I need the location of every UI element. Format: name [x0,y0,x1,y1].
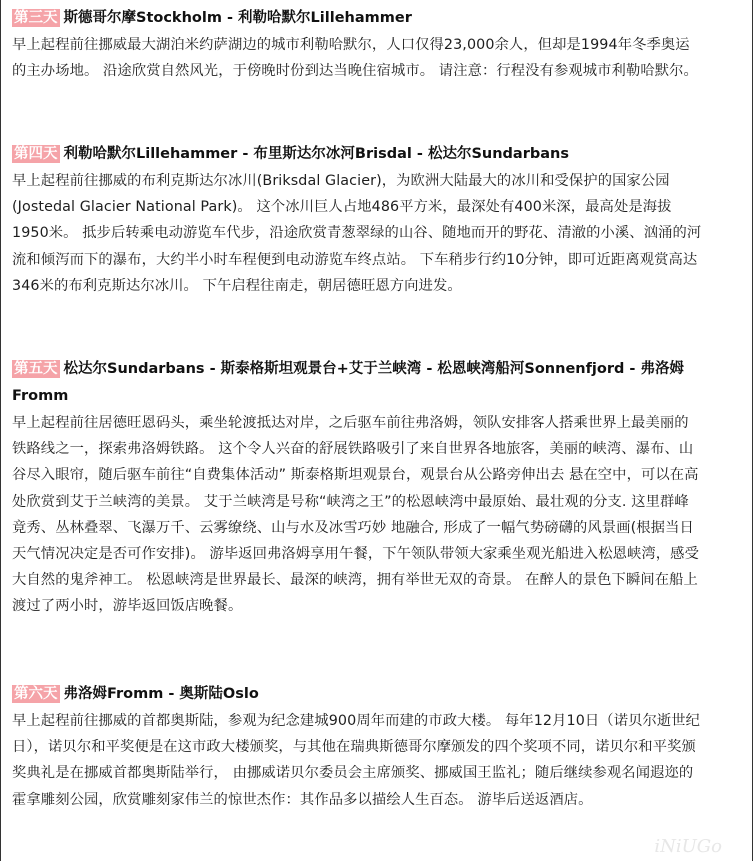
day-tag: 第四天 [14,146,58,162]
day-section-3 [12,5,702,84]
day-section-5 [12,356,702,620]
day-description: 早上起程前往挪威最大湖泊米约萨湖边的城市利勒哈默尔，人口仅得23,000余人，但却是1994年冬季奥运的主办场地。 沿途欣赏自然风光，于傍晚时份到达当晚住宿城市。 请注意：行程没有参观城市利勒哈默尔。 [12,37,698,80]
day-route: 斯德哥尔摩Stockholm - 利勒哈默尔Lillehammer [63,10,412,26]
day-title [12,5,702,32]
day-tag: 第三天 [14,10,58,26]
day-route: 弗洛姆Fromm - 奥斯陆Oslo [63,686,259,702]
day-title [12,141,702,168]
day-section-4 [12,141,702,299]
day-description: 早上起程前往挪威的布利克斯达尔冰川(Briksdal Glacier)，为欧洲大陆最大的冰川和受保护的国家公园 (Jostedal Glacier National Park)。 这个冰川巨人占地486平方米，最深处有400米深，最高处是海拔1950米。 抵步后转乘电动游览车代步，沿途欣赏青葱翠绿的山谷、随地而开的野花、清澈的小溪、汹涌的河流和倾泻而下的瀑布，大约半小时车程便到电动游览车终点站。 下车稍步行约10分钟，即可近距离观赏高达346米的布利克斯达尔冰川。 下午启程往南走，朝居德旺恩方向进发。 [12,173,702,294]
day-section-6 [12,681,702,813]
day-tag: 第五天 [14,361,58,377]
day-route: 松达尔Sundarbans - 斯泰格斯坦观景台+艾于兰峡湾 - 松恩峡湾船河Sonnenfjord - 弗洛姆Fromm [12,361,684,404]
day-description: 早上起程前往挪威的首都奥斯陆，参观为纪念建城900周年而建的市政大楼。 每年12月10日（诺贝尔逝世纪日），诺贝尔和平奖便是在这市政大楼颁奖，与其他在瑞典斯德哥尔摩颁发的四个奖项不同，诺贝尔和平奖颁奖典礼是在挪威首都奥斯陆举行， 由挪威诺贝尔委员会主席颁奖、挪威国王监礼；随后继续参观名闻遐迩的霍拿雕刻公园，欣赏雕刻家伟兰的惊世杰作：其作品多以描绘人生百态。 游毕后送返酒店。 [12,713,701,808]
day-title [12,681,702,708]
day-description: 早上起程前往居德旺恩码头，乘坐轮渡抵达对岸，之后驱车前往弗洛姆，领队安排客人搭乘世界上最美丽的铁路线之一，探索弗洛姆铁路。 这个令人兴奋的舒展铁路吸引了来自世界各地旅客，美丽的峡湾、瀑布、山谷尽入眼帘，随后驱车前往“自费集体活动” 斯泰格斯坦观景台，观景台从公路旁伸出去 悬在空中，可以在高处欣赏到艾于兰峡湾的美景。 艾于兰峡湾是号称“峡湾之王”的松恩峡湾中最原始、最壮观的分支. 这里群峰竟秀、丛林叠翠、飞瀑万千、云雾缭绕、山与水及冰雪巧妙 地融合, 形成了一幅气势磅礴的风景画(根据当日天气情况决定是否可作安排)。 游毕返回弗洛姆享用午餐，下午领队带领大家乘坐观光船进入松恩峡湾，感受大自然的鬼斧神工。 松恩峡湾是世界最长、最深的峡湾，拥有举世无双的奇景。 在醉人的景色下瞬间在船上渡过了两小时，游毕返回饭店晚餐。 [12,415,699,615]
day-title [12,356,702,410]
day-tag: 第六天 [14,686,58,702]
day-route: 利勒哈默尔Lillehammer - 布里斯达尔冰河Brisdal - 松达尔Sundarbans [63,146,569,162]
watermark-logo: iNiUGo [654,836,722,857]
